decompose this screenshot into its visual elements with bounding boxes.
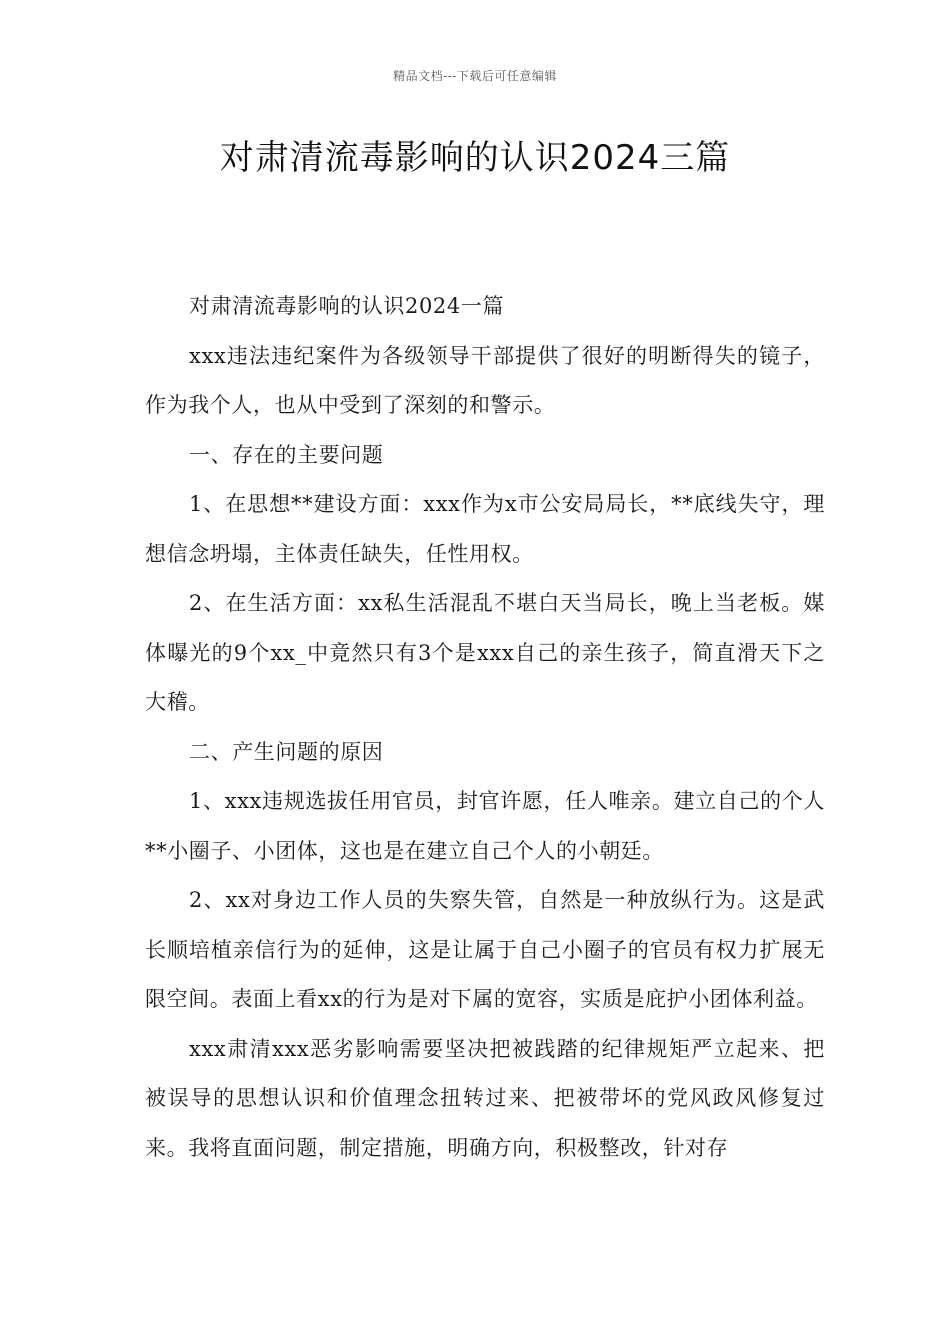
section-heading: 二、产生问题的原因 <box>189 739 384 764</box>
paragraph: 1、xxx违规选拔任用官员，封官许愿，任人唯亲。建立自己的个人**小圈子、小团体，这也是在建立自己个人的小朝廷。 <box>145 789 825 863</box>
paragraph: 1、在思想**建设方面：xxx作为x市公安局局长，**底线失守，理想信念坍塌，主体责任缺失，任性用权。 <box>145 492 825 566</box>
document-body <box>145 282 825 1173</box>
paragraph: xxx肃清xxx恶劣影响需要坚决把被践踏的纪律规矩严立起来、把被误导的思想认识和价值理念扭转过来、把被带坏的党风政风修复过来。我将直面问题，制定措施，明确方向，积极整改，针对存 <box>145 1036 825 1160</box>
paragraph: 2、在生活方面：xx私生活混乱不堪白天当局长，晚上当老板。媒体曝光的9个xx_中竟然只有3个是xxx自己的亲生孩子，简直滑天下之大稽。 <box>145 591 825 714</box>
document-title: 对肃清流毒影响的认识2024三篇 <box>219 138 731 178</box>
section-heading: 一、存在的主要问题 <box>189 442 384 467</box>
paragraph: xxx违法违纪案件为各级领导干部提供了很好的明断得失的镜子，作为我个人，也从中受到了深刻的和警示。 <box>145 343 825 417</box>
header-note: 精品文档---下载后可任意编辑 <box>393 69 557 83</box>
paragraph: 2、xx对身边工作人员的失察失管，自然是一种放纵行为。这是武长顺培植亲信行为的延伸，这是让属于自己小圈子的官员有权力扩展无限空间。表面上看xx的行为是对下属的宽容，实质是庇护小团体利益。 <box>145 888 825 1011</box>
paragraph-subtitle: 对肃清流毒影响的认识2024一篇 <box>189 294 505 318</box>
